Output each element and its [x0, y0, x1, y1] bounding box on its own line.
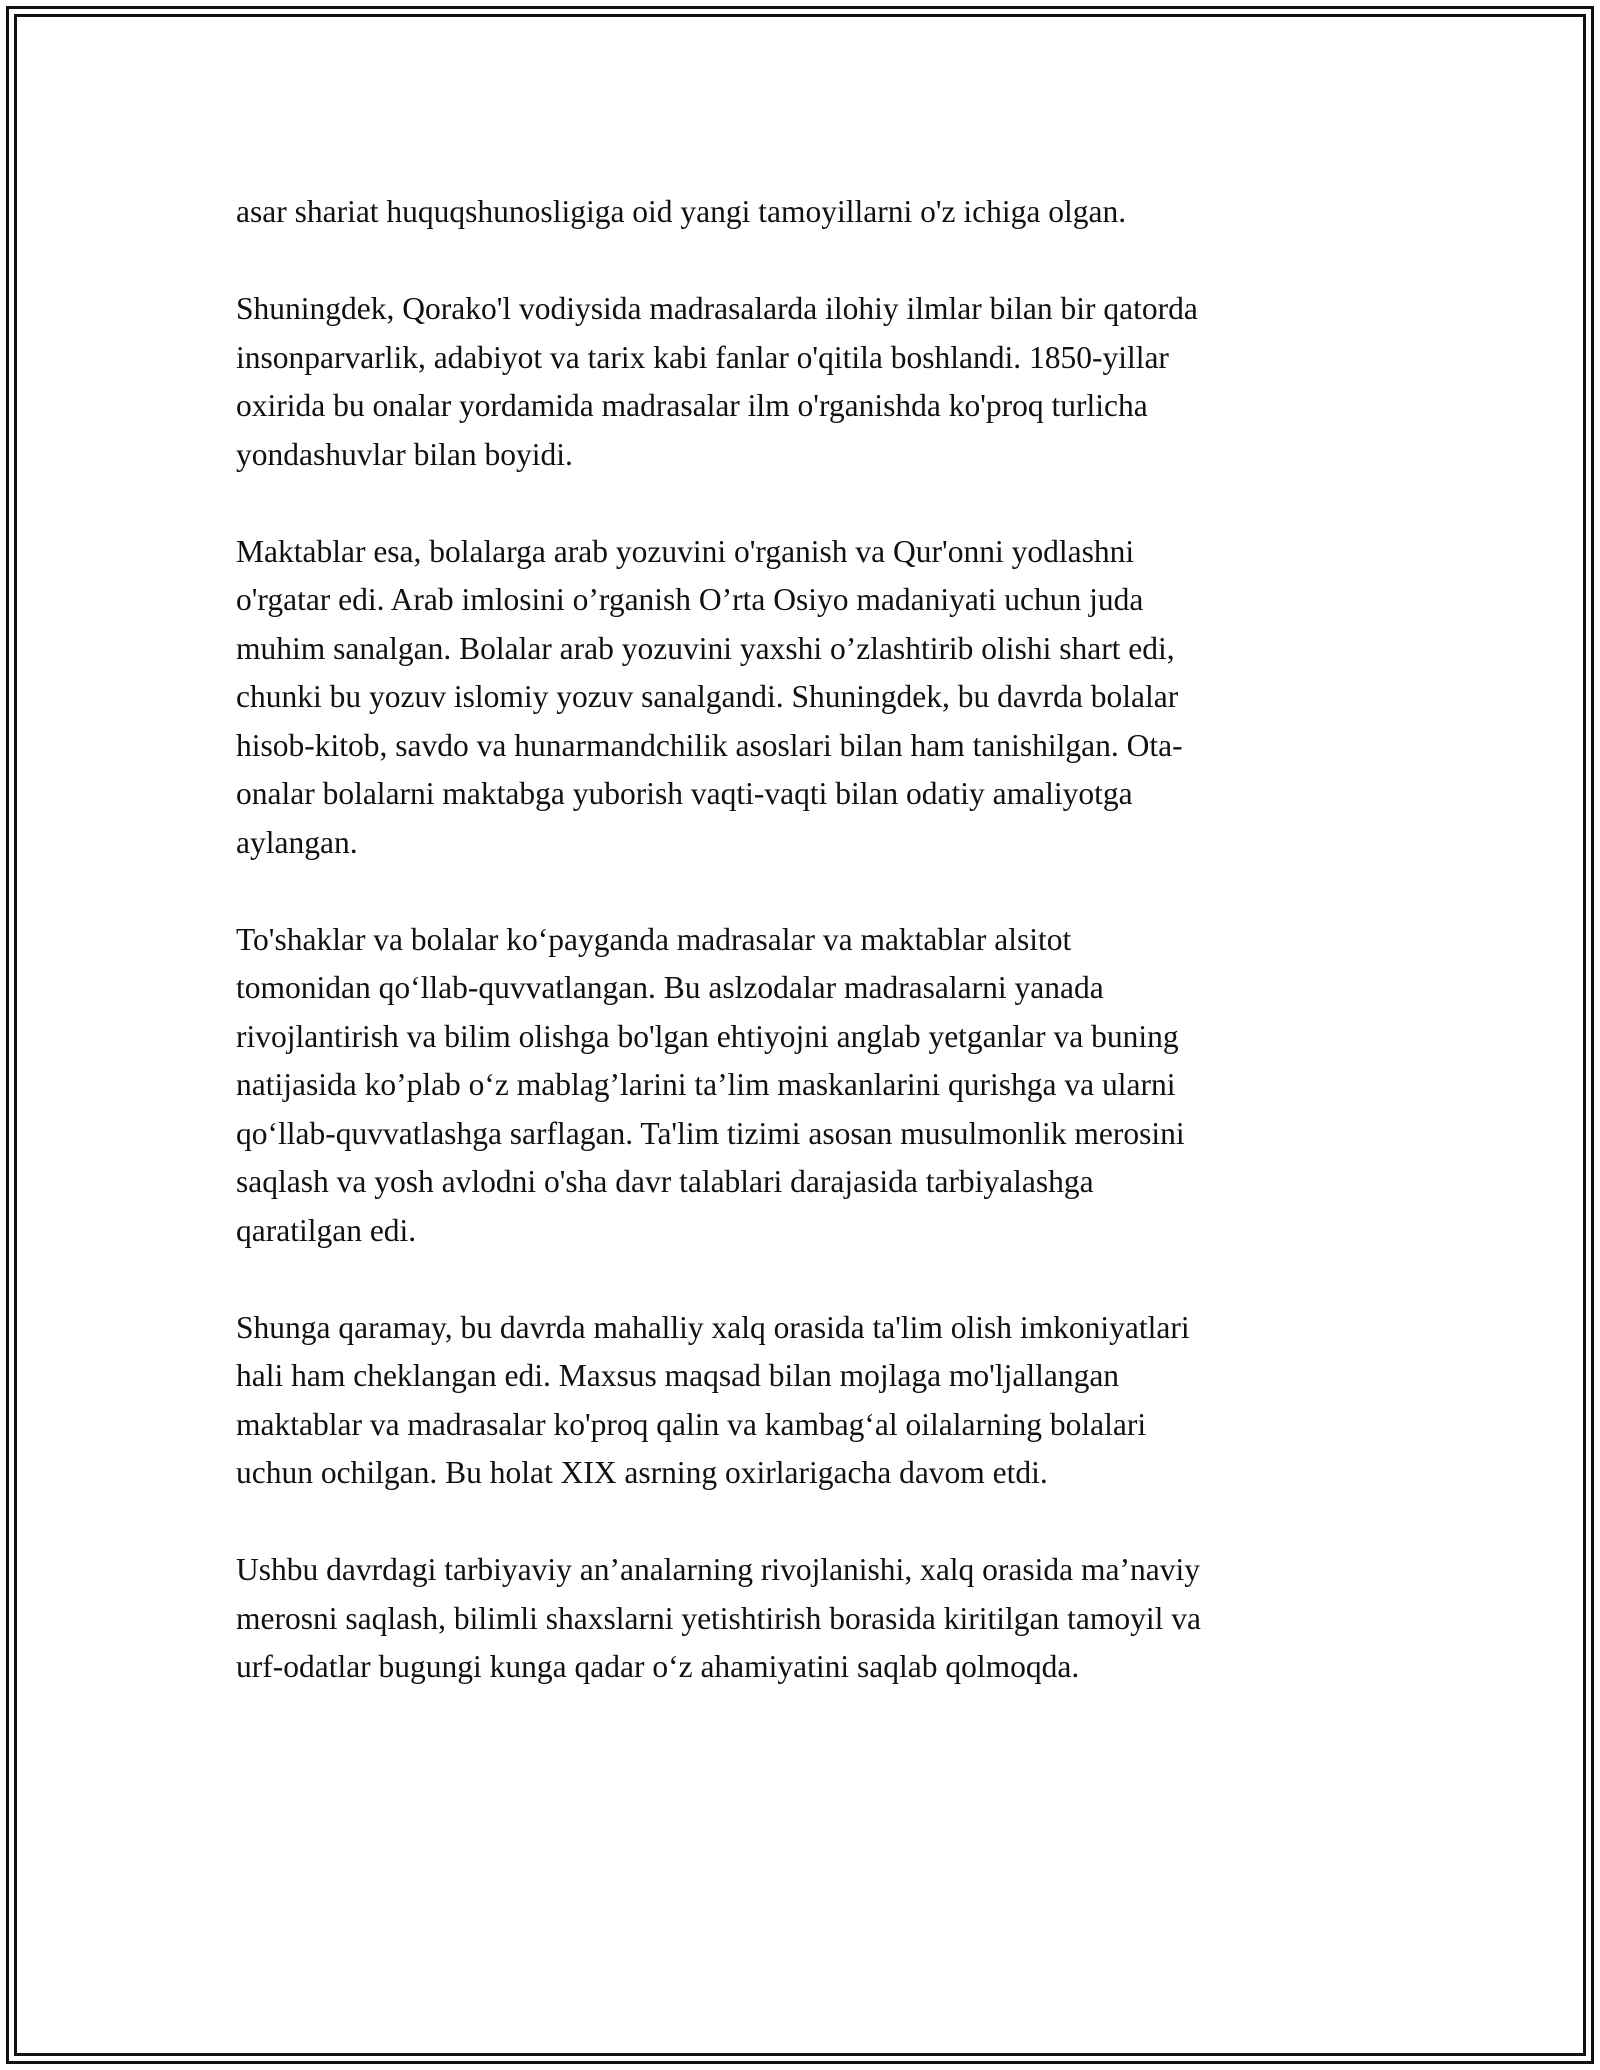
paragraph-2 — [236, 285, 1366, 479]
paragraph-5 — [236, 1304, 1366, 1498]
text-line: o'rgatar edi. Arab imlosini o’rganish O’rta Osiyo madaniyati uchun juda — [236, 582, 1144, 617]
text-line: tomonidan qo‘llab-quvvatlangan. Bu aslzodalar madrasalarni yanada — [236, 970, 1104, 1005]
text-line: maktablar va madrasalar ko'proq qalin va kambag‘al oilalarning bolalari — [236, 1406, 1147, 1442]
text-line: hali ham cheklangan edi. Maxsus maqsad bilan mojlaga mo'ljallangan — [236, 1358, 1120, 1393]
text-line: merosni saqlash, bilimli shaxslarni yetishtirish borasida kiritilgan tamoyil va — [236, 1600, 1201, 1636]
text-line: urf-odatlar bugungi kunga qadar o‘z ahamiyatini saqlab qolmoqda. — [236, 1649, 1080, 1684]
text-line: oxirida bu onalar yordamida madrasalar ilm o'rganishda ko'proq turlicha — [236, 388, 1148, 423]
text-line: saqlash va yosh avlodni o'sha davr talablari darajasida tarbiyalashga — [236, 1164, 1094, 1199]
paragraph-6 — [236, 1546, 1366, 1692]
text-line: Maktablar esa, bolalarga arab yozuvini o'rganish va Qur'onni yodlashni — [236, 533, 1135, 569]
text-line: chunki bu yozuv islomiy yozuv sanalgandi. Shuningdek, bu davrda bolalar — [236, 679, 1179, 714]
text-line: yondashuvlar bilan boyidi. — [236, 436, 573, 472]
text-line: qo‘llab-quvvatlashga sarflagan. Ta'lim tizimi asosan musulmonlik merosini — [236, 1115, 1185, 1151]
text-line: Shuningdek, Qorako'l vodiysida madrasalarda ilohiy ilmlar bilan bir qatorda — [236, 291, 1198, 326]
text-line: aylangan. — [236, 824, 358, 860]
text-line: onalar bolalarni maktabga yuborish vaqti-vaqti bilan odatiy amaliyotga — [236, 776, 1133, 811]
document-body — [236, 188, 1366, 1740]
text-line: insonparvarlik, adabiyot va tarix kabi fanlar o'qitila boshlandi. 1850-yillar — [236, 339, 1169, 375]
paragraph-3 — [236, 528, 1366, 868]
text-line: To'shaklar va bolalar ko‘payganda madrasalar va maktablar alsitot — [236, 921, 1072, 957]
text-line: natijasida ko’plab o‘z mablag’larini ta’lim maskanlarini qurishga va ularni — [236, 1067, 1176, 1102]
paragraph-4 — [236, 916, 1366, 1256]
text-line: qaratilgan edi. — [236, 1212, 417, 1248]
text-line: Ushbu davrdagi tarbiyaviy an’analarning rivojlanishi, xalq orasida ma’naviy — [236, 1552, 1200, 1587]
text-line: rivojlantirish va bilim olishga bo'lgan ehtiyojni anglab yetganlar va buning — [236, 1018, 1179, 1054]
text-line: uchun ochilgan. Bu holat XIX asrning oxirlarigacha davom etdi. — [236, 1455, 1048, 1490]
text-line: muhim sanalgan. Bolalar arab yozuvini yaxshi o’zlashtirib olishi shart edi, — [236, 630, 1175, 666]
paragraph-1 — [236, 188, 1366, 237]
text-line: hisob-kitob, savdo va hunarmandchilik asoslari bilan ham tanishilgan. Ota- — [236, 727, 1183, 763]
text-line: Shunga qaramay, bu davrda mahalliy xalq orasida ta'lim olish imkoniyatlari — [236, 1309, 1190, 1345]
text-line: asar shariat huquqshunosligiga oid yangi tamoyillarni o'z ichiga olgan. — [236, 194, 1127, 229]
